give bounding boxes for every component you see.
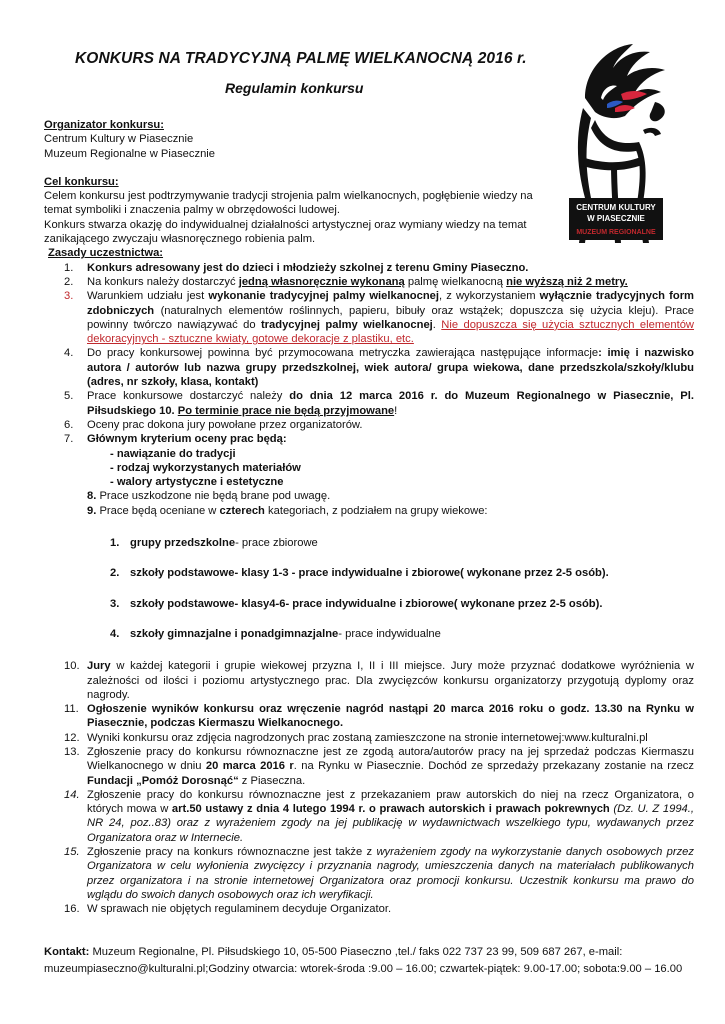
category-1: 1. grupy przedszkolne- prace zbiorowe	[110, 537, 318, 550]
rule-4: 4. Do pracy konkursowej powinna być przymocowana metryczka zawierająca następujące informacje: imię i nazwisko autora / autorów lub nazwa grupy przedszkolnej, wiek autora/ grupa wiekowa, dane przedszkola/szkoły/klubu (adres, nr szkoły, klasa, kontakt)	[64, 347, 694, 389]
rule-11: 11. Ogłoszenie wyników konkursu oraz wręczenie nagród nastąpi 20 marca 2016 roku o godz. 13.30 na Rynku w Piasecznie, podczas Kiermaszu Wielkanocnego.	[64, 703, 694, 730]
goal-paragraph-2: Konkurs stwarza okazję do indywidualnej działalności artystycznej oraz wymiany wiedzy na temat zanikającego zwyczaju własnoręcznego robienia palm.	[44, 218, 527, 246]
rule-3: 3. Warunkiem udziału jest wykonanie tradycyjnej palmy wielkanocnej, z wykorzystaniem wyłącznie tradycyjnych form zdobniczych (naturalnych elementów roślinnych, papieru, bibuły oraz wstążek; dopuszcza się użycia kleju). Prace powinny twórczo nawiązywać do tradycyjnej palmy wielkanocnej. Nie dopuszcza się użycia sztucznych elementów dekoracyjnych - sztuczne kwiaty, gotowe dekoracje z plastiku, etc.	[64, 290, 695, 346]
rules-list-continued	[44, 659, 694, 916]
rule-12: 12. Wyniki konkursu oraz zdjęcia nagrodzonych prac zostaną zamieszczone na stronie internetowej:www.kulturalni.pl	[64, 731, 648, 744]
criterion-2: - rodzaj wykorzystanych materiałów	[110, 461, 301, 474]
logo-line-2: W PIASECZNIE	[587, 214, 645, 223]
rule-10: 10. Jury w każdej kategorii i grupie wiekowej przyzna I, II i III miejsce. Jury może przyznać dodatkowe wyróżnienia w zależności od ilości i poziomu artystycznego prac. Dla zwycięzców konkursu organizatorzy przygotują dyplomy oraz nagrody.	[64, 660, 694, 701]
contact-label: Kontakt:	[44, 946, 90, 958]
organizer-heading: Organizator konkursu:	[44, 119, 164, 131]
criterion-1: - nawiązanie do tradycji	[110, 447, 236, 460]
criterion-3: - walory artystyczne i estetyczne	[110, 476, 284, 489]
contact-line-1: Muzeum Regionalne, Pl. Piłsudskiego 10, 05-500 Piaseczno ,tel./ faks 022 737 23 99, 509 687 267, e-mail:	[89, 946, 623, 958]
rules-list	[44, 261, 694, 447]
document-title: KONKURS NA TRADYCYJNĄ PALMĘ WIELKANOCNĄ 2016 r.	[75, 50, 527, 67]
goal-section	[44, 175, 549, 246]
category-2: 2. szkoły podstawowe- klasy 1-3 - prace indywidualne i zbiorowe( wykonane przez 2-5 osób).	[110, 567, 609, 580]
rule-9: 9. Prace będą oceniane w czterech kategoriach, z podziałem na grupy wiekowe:	[87, 504, 488, 517]
document-subtitle: Regulamin konkursu	[225, 80, 364, 96]
contact-footer	[44, 944, 694, 978]
logo-line-1: CENTRUM KULTURY	[576, 203, 656, 212]
organizer-section	[44, 118, 694, 161]
rule-15: 15. Zgłoszenie pracy na konkurs równoznaczne jest także z wyrażeniem zgody na wykorzystanie danych osobowych przez Organizatora w celu wyłonienia zwycięzcy i przyznania nagrody, umieszczenia danych na materiałach publikowanych przez organizatora i na stronie internetowej Organizatora oraz promocji konkursu. Uczestnik konkursu ma prawo do wglądu do swoich danych osobowych oraz ich weryfikacji.	[64, 846, 694, 901]
rule-5: 5. Prace konkursowe dostarczyć należy do dnia 12 marca 2016 r. do Muzeum Regionalnego w Piasecznie, Pl. Piłsudskiego 10. Po terminie prace nie będą przyjmowane!	[64, 390, 694, 417]
regulations-body	[44, 118, 694, 917]
contact-line-2: muzeumpiaseczno@kulturalni.pl;Godziny otwarcia: wtorek-środa :9.00 – 16.00; czwartek-piątek: 9.00-17.00; sobota:9.00 – 16.00	[44, 963, 683, 975]
logo-line-3: MUZEUM REGIONALNE	[576, 229, 656, 236]
rule-14: 14. Zgłoszenie pracy do konkursu równoznaczne jest z przekazaniem praw autorskich do niej na rzecz Organizatora, o których mowa w art.50 ustawy z dnia 4 lutego 1994 r. o prawach autorskich i prawach pokrewnych (Dz. U. Z 1994., NR 24, poz..83) oraz z wyrażeniem zgody na jej publikację w wydawnictwach wszelkiego typu, wydawanych przez Organizatora oraz w Internecie.	[64, 788, 694, 844]
rule-1: 1. Konkurs adresowany jest do dzieci i młodzieży szkolnej z terenu Gminy Piaseczno.	[64, 261, 529, 274]
organizer-line-2: Muzeum Regionalne w Piasecznie	[44, 147, 216, 160]
rule-2: 2. Na konkurs należy dostarczyć jedną własnoręcznie wykonaną palmę wielkanocną nie wyższą niż 2 metry.	[64, 275, 628, 288]
rule-13: 13. Zgłoszenie pracy do konkursu równoznaczne jest ze zgodą autora/autorów pracy na jej sprzedaż podczas Kiermaszu Wielkanocnego w dniu 20 marca 2016 r. na Rynku w Piasecznie. Dochód ze sprzedaży przekazany zostanie na rzecz Fundacji „Pomóż Dorosnąć“ z Piaseczna.	[64, 745, 694, 787]
rule-16: 16. W sprawach nie objętych regulaminem decyduje Organizator.	[64, 903, 392, 916]
rules-heading: Zasady uczestnictwa:	[48, 247, 164, 260]
rule-7: 7. Głównym kryterium oceny prac będą:	[64, 433, 287, 446]
category-4: 4. szkoły gimnazjalne i ponadgimnazjalne- prace indywidualne	[110, 627, 441, 640]
rule-8: 8. Prace uszkodzone nie będą brane pod uwagę.	[87, 490, 331, 503]
goal-heading: Cel konkursu:	[44, 175, 119, 188]
rule-6: 6. Oceny prac dokona jury powołane przez organizatorów.	[64, 418, 363, 431]
goal-paragraph-1: Celem konkursu jest podtrzymywanie tradycji strojenia palm wielkanocnych, pogłębienie wiedzy na temat symboliki i znaczenia palmy w obrzędowości ludowej.	[44, 190, 533, 217]
organizer-line-1: Centrum Kultury w Piasecznie	[44, 133, 194, 146]
category-3: 3. szkoły podstawowe- klasy4-6- prace indywidualne i zbiorowe( wykonane przez 2-5 osób).	[110, 597, 603, 610]
